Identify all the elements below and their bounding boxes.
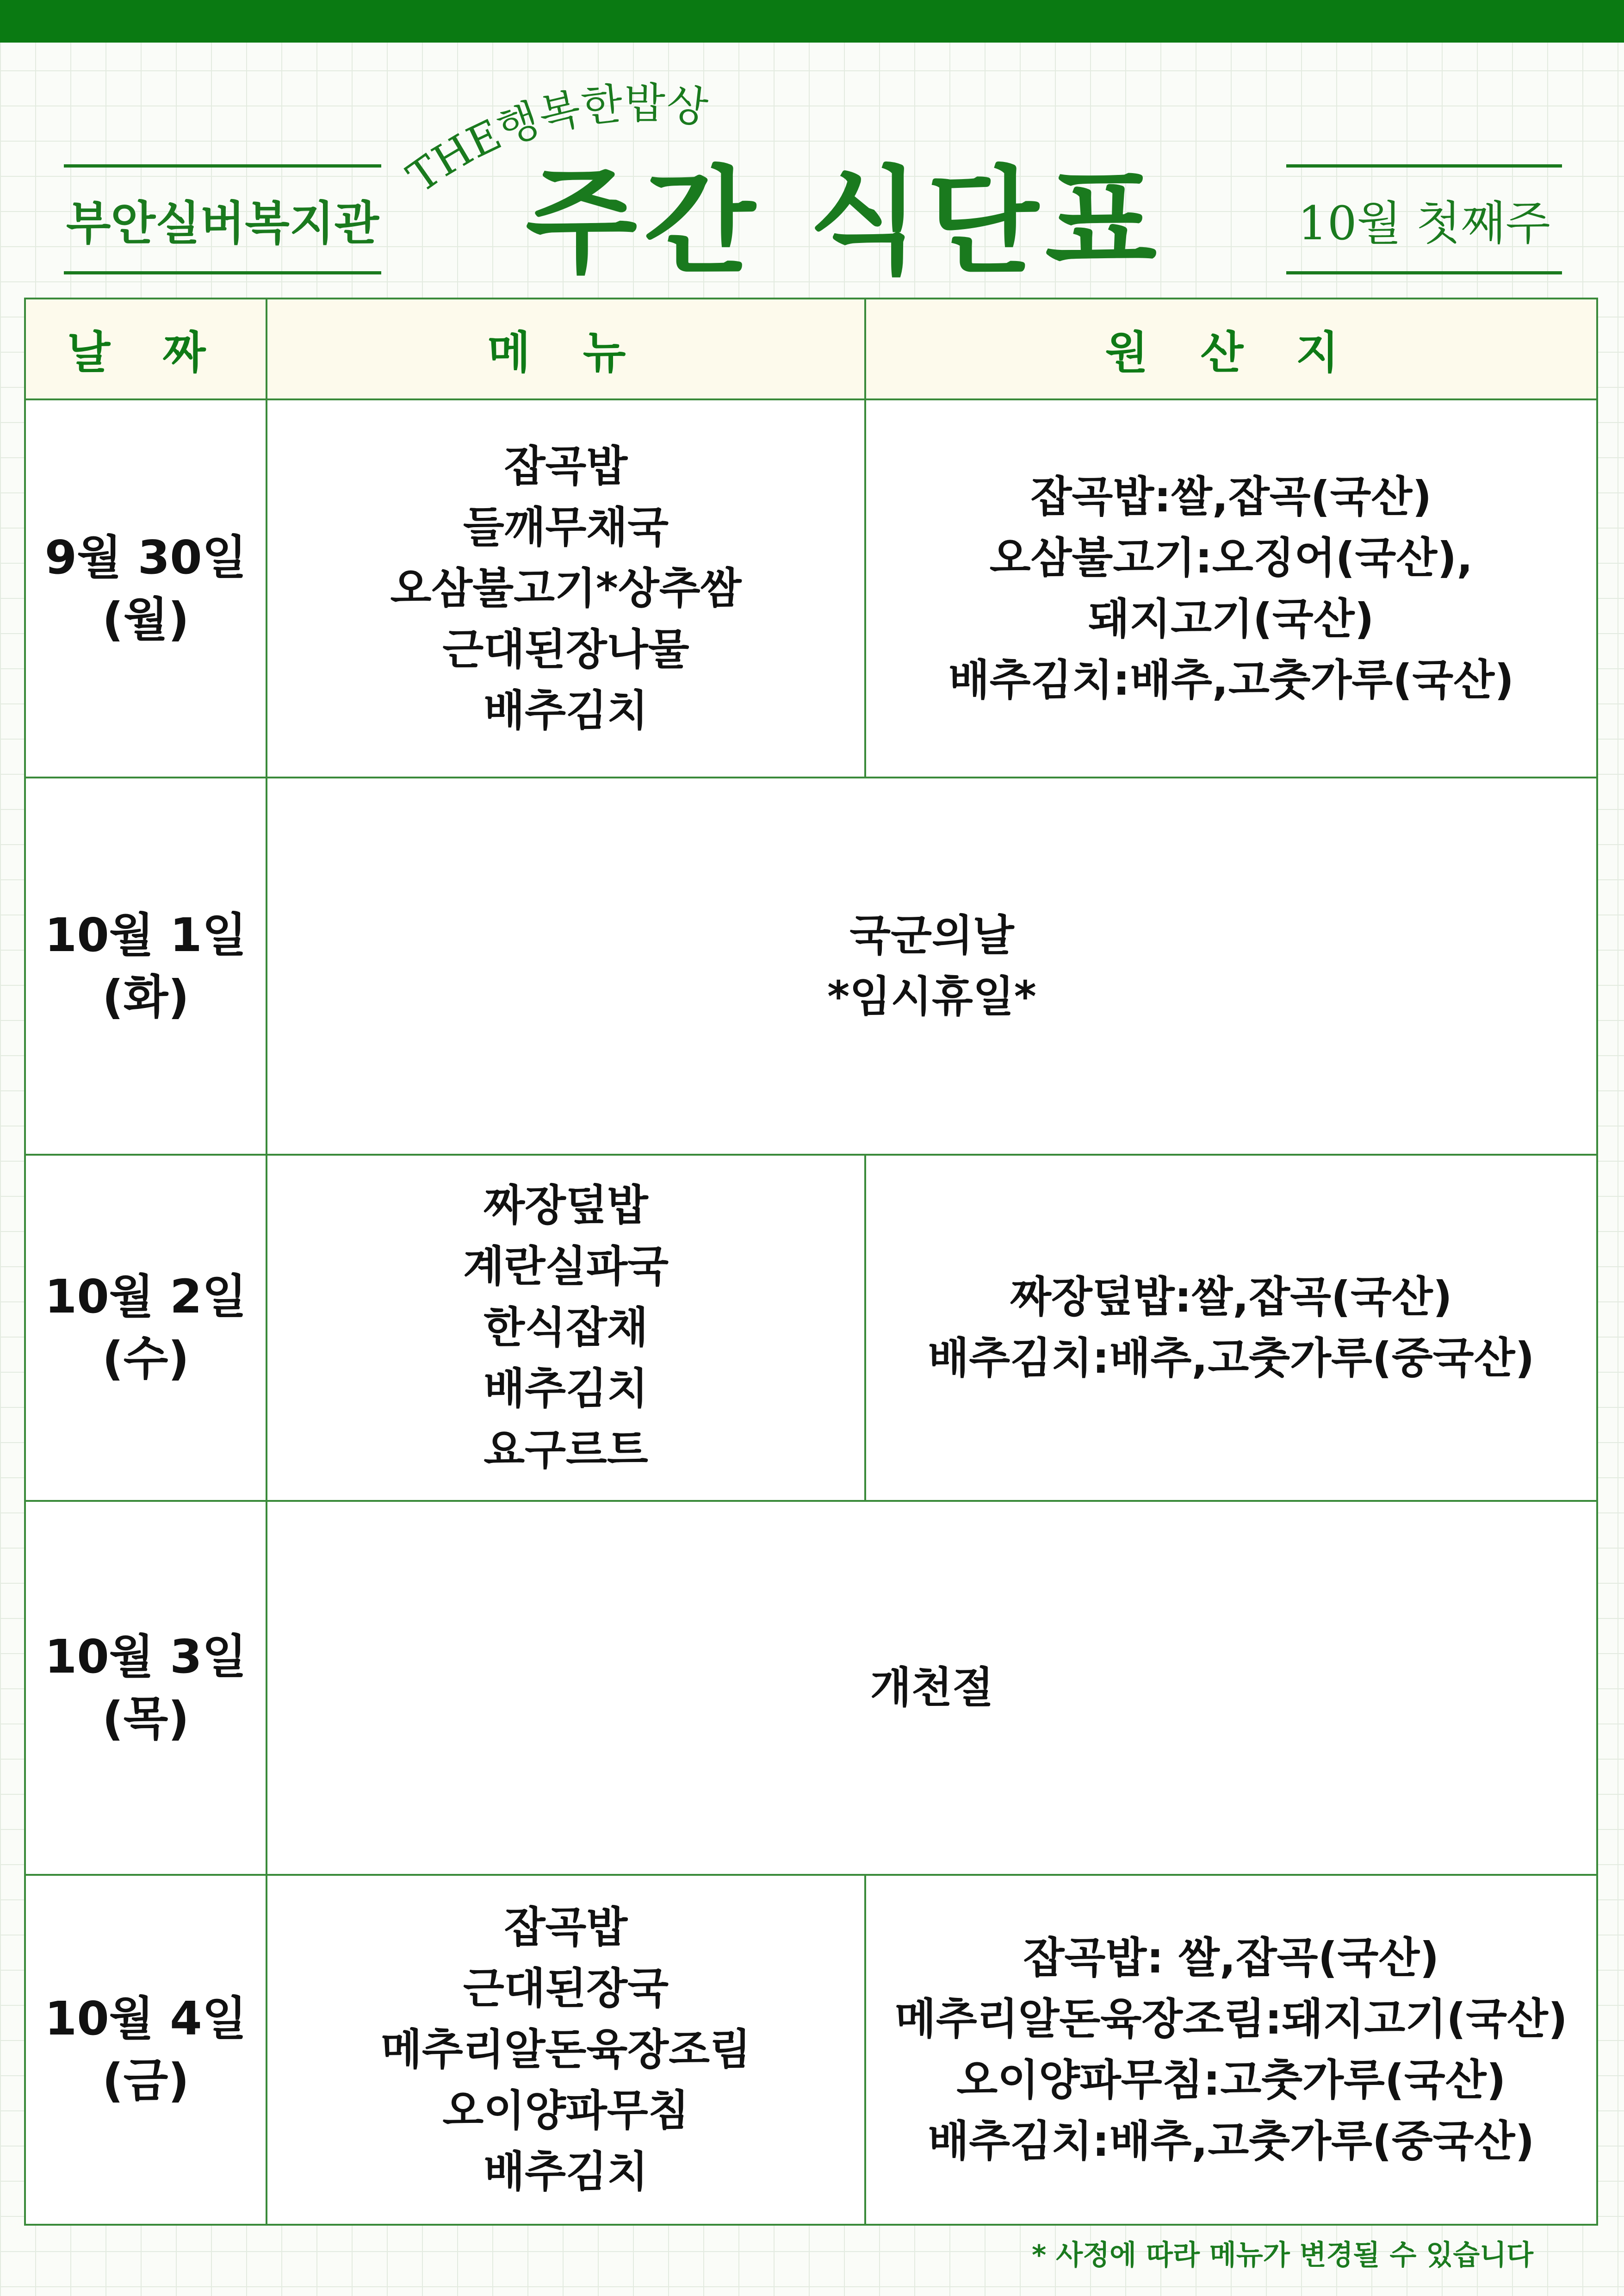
top-bar [0, 0, 1624, 43]
menu-item: 잡곡밥 [504, 441, 628, 491]
weekday-text: (목) [102, 1692, 189, 1746]
table-header-row [25, 299, 1597, 399]
holiday-cell [267, 778, 1597, 1155]
menu-item: 짜장덮밥 [483, 1181, 648, 1230]
weekday-text: (금) [102, 2053, 189, 2108]
origin-cell [865, 1155, 1597, 1501]
menu-table [24, 298, 1598, 2226]
weekday-text: (월) [102, 592, 189, 647]
menu-item: 들깨무채국 [463, 502, 669, 552]
holiday-text: 개천절 [870, 1663, 994, 1712]
holiday-text: 국군의날 [849, 910, 1014, 960]
date-cell [25, 399, 267, 778]
date-text: 10월 4일 [44, 1991, 247, 2046]
origin-line: 배추김치:배추,고춧가루(국산) [948, 655, 1514, 705]
origin-line: 짜장덮밥:쌀,잡곡(국산) [1010, 1272, 1452, 1322]
menu-item: 배추김치 [483, 685, 648, 735]
origin-line: 잡곡밥: 쌀,잡곡(국산) [1023, 1933, 1439, 1983]
origin-line: 오이양파무침:고춧가루(국산) [956, 2055, 1506, 2105]
menu-item: 오삼불고기*상추쌈 [390, 563, 742, 613]
origin-line: 메추리알돈육장조림:돼지고기(국산) [895, 1994, 1568, 2044]
origin-line: 배추김치:배추,고춧가루(중국산) [928, 1333, 1535, 1383]
origin-line: 잡곡밥:쌀,잡곡(국산) [1030, 472, 1432, 522]
menu-item: 배추김치 [483, 2147, 648, 2196]
weekday-text: (화) [102, 970, 189, 1024]
page-title: 주간 식단표 [525, 155, 1164, 289]
date-cell [25, 778, 267, 1155]
menu-item: 잡곡밥 [504, 1903, 628, 1952]
origin-cell [865, 1875, 1597, 2225]
column-header-menu: 메 뉴 [267, 299, 865, 399]
menu-item: 근대된장국 [463, 1964, 669, 2013]
origin-line: 오삼불고기:오징어(국산), [989, 533, 1473, 583]
menu-cell [267, 399, 865, 778]
menu-cell [267, 1155, 865, 1501]
menu-cell [267, 1875, 865, 2225]
date-cell [25, 1875, 267, 2225]
date-cell [25, 1501, 267, 1875]
weekday-text: (수) [102, 1332, 189, 1386]
menu-item: 메추리알돈육장조림 [381, 2025, 751, 2074]
date-text: 9월 30일 [44, 530, 247, 585]
origin-cell [865, 399, 1597, 778]
column-header-date: 날 짜 [25, 299, 267, 399]
column-header-origin: 원 산 지 [865, 299, 1597, 399]
menu-item: 요구르트 [483, 1425, 648, 1475]
footer-note: * 사정에 따라 메뉴가 변경될 수 있습니다 [1032, 2239, 1534, 2271]
origin-line: 배추김치:배추,고춧가루(중국산) [928, 2116, 1535, 2166]
origin-line: 돼지고기(국산) [1088, 594, 1374, 644]
date-text: 10월 2일 [44, 1269, 247, 1324]
date-text: 10월 1일 [44, 908, 247, 962]
date-text: 10월 3일 [44, 1630, 247, 1684]
menu-item: 배추김치 [483, 1364, 648, 1413]
menu-item: 근대된장나물 [442, 624, 689, 674]
week-label: 10월 첫째주 [1286, 164, 1562, 274]
menu-item: 오이양파무침 [442, 2086, 689, 2135]
subtitle-text: THE행복한밥상 [398, 78, 711, 203]
holiday-text: *임시휴일* [827, 971, 1036, 1021]
table-row [25, 1155, 1597, 1501]
table-row [25, 1501, 1597, 1875]
holiday-cell [267, 1501, 1597, 1875]
menu-item: 한식잡채 [483, 1303, 648, 1352]
organization-label: 부안실버복지관 [64, 164, 381, 274]
table-row [25, 778, 1597, 1155]
menu-item: 계란실파국 [463, 1242, 669, 1291]
date-cell [25, 1155, 267, 1501]
table-row [25, 1875, 1597, 2225]
table-row [25, 399, 1597, 778]
